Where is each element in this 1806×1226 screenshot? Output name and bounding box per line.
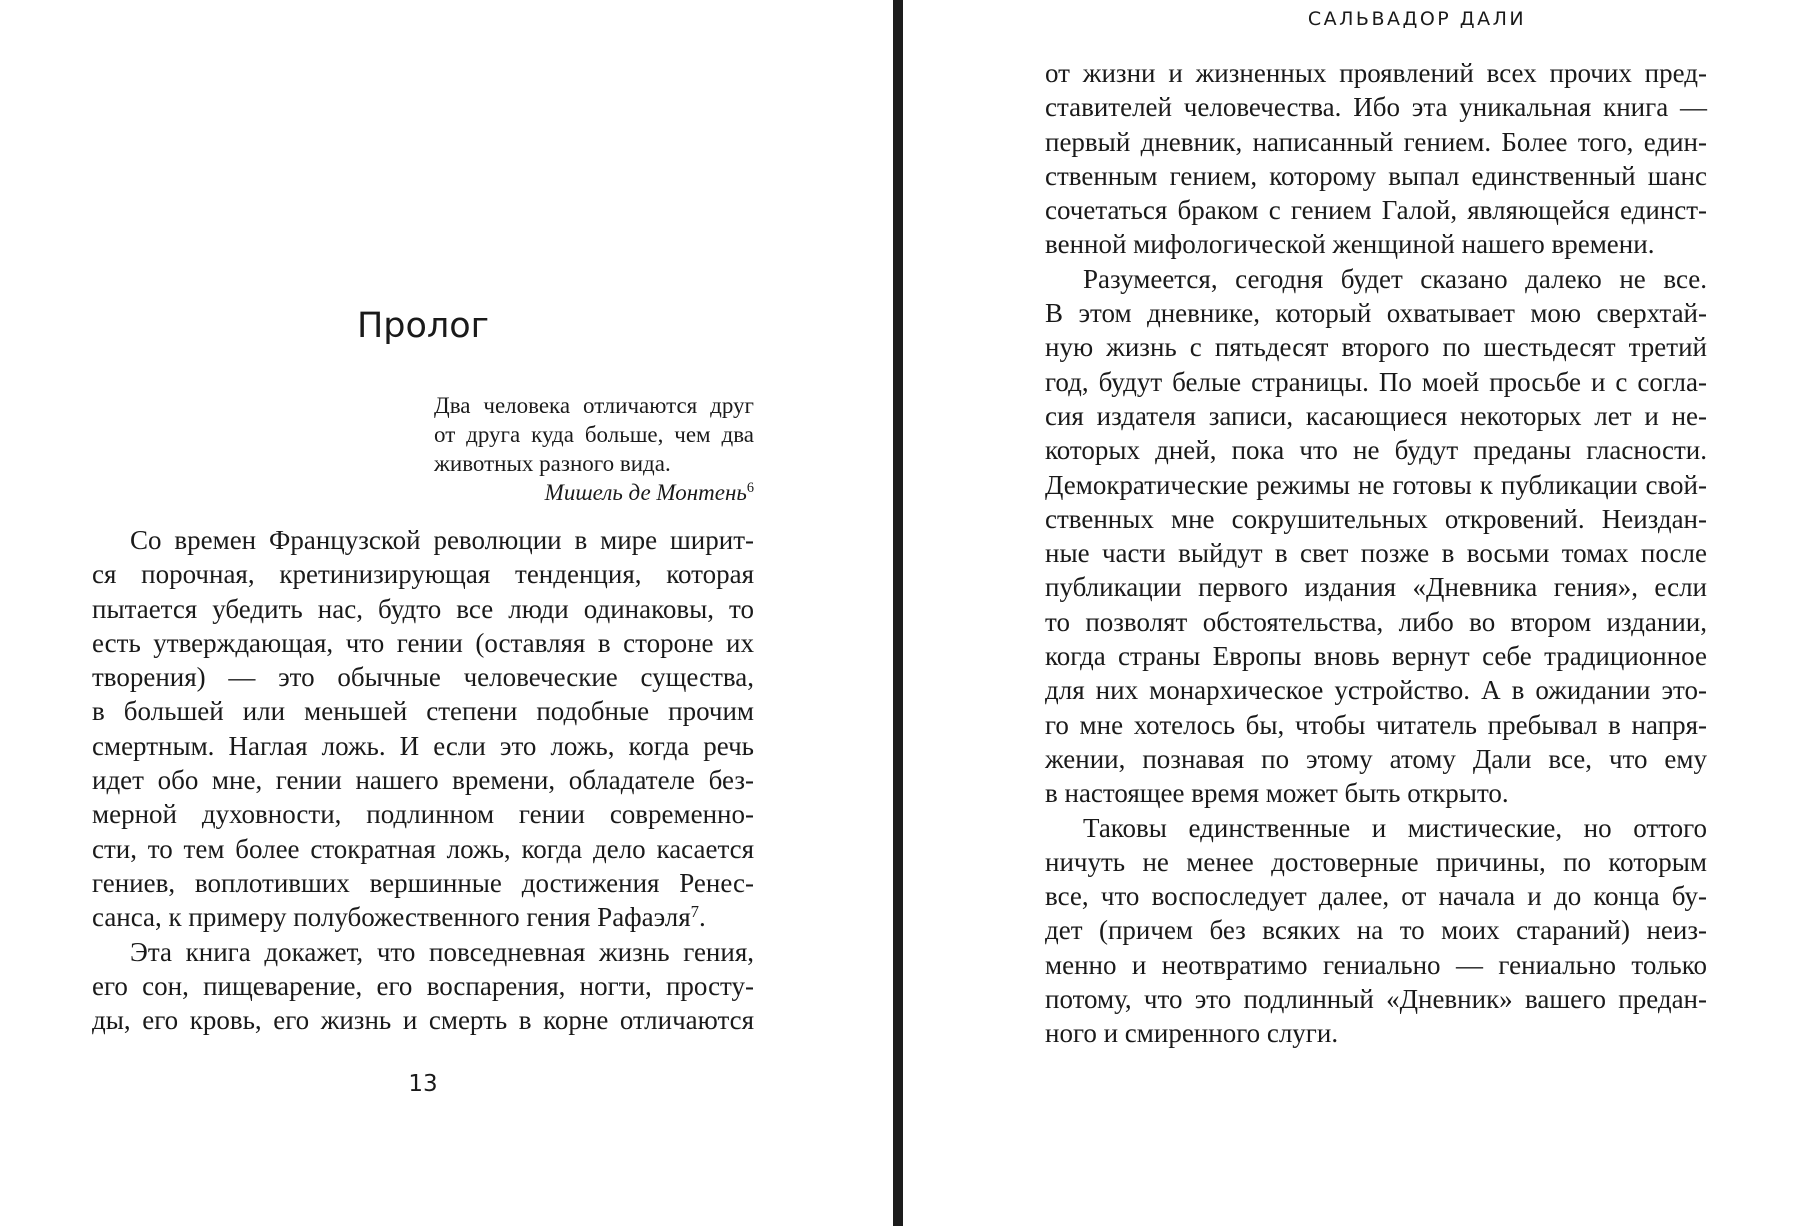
- text-line: когда страны Европы вновь вернут себе традиционное: [1045, 641, 1707, 672]
- text-line: то позволят обстоятельства, либо во втором издании,: [1045, 606, 1707, 637]
- text-line: [92, 900, 754, 934]
- text-line: в настоящее время может быть открыто.: [1045, 778, 1509, 809]
- text-line: ничуть не менее достоверные причины, по которым: [1045, 846, 1707, 877]
- text-line: ную жизнь с пятьдесят второго по шестьдесят третий: [1045, 332, 1707, 363]
- text-line: ственных мне сокрушительных откровений. Неиздан-: [1045, 503, 1707, 534]
- running-head: САЛЬВАДОР ДАЛИ: [1307, 8, 1527, 30]
- text-line: Разумеется, сегодня будет сказано далеко не все.: [1083, 263, 1707, 294]
- text-line: Со времен Французской революции в мире ширит-: [130, 525, 754, 555]
- text-line: потому, что это подлинный «Дневник» вашего предан-: [1045, 984, 1707, 1015]
- text-line-end: .: [699, 902, 706, 933]
- text-line: сочетаться браком с гением Галой, являющейся единст-: [1045, 195, 1707, 226]
- text-line: ды, его кровь, его жизнь и смерть в корне отличаются: [92, 1005, 754, 1036]
- epigraph-author-line: [434, 478, 754, 507]
- text-line: для них монархическое устройство. А в ожидании это-: [1045, 675, 1707, 706]
- text-line: в большей или меньшей степени подобные прочим: [92, 696, 754, 727]
- left-page-body: [92, 523, 754, 1037]
- right-page-body: [1045, 56, 1707, 1051]
- text-line: жении, познавая по этому атому Дали все, что ему: [1045, 743, 1707, 774]
- text-line: от жизни и жизненных проявлений всех прочих пред-: [1045, 58, 1707, 88]
- text-line: Эта книга докажет, что повседневная жизнь гения,: [130, 936, 754, 967]
- text-line: менно и неотвратимо гениально — гениально только: [1045, 949, 1707, 980]
- epigraph-author: Мишель де Монтень: [544, 480, 747, 505]
- text-line: Таковы единственные и мистические, но оттого: [1083, 812, 1707, 843]
- text-line: мерной духовности, подлинном гении современно-: [92, 799, 754, 830]
- left-page: [0, 0, 893, 1226]
- text-line: гениев, воплотивших вершинные достижения Ренес-: [92, 867, 754, 898]
- epigraph-line: Два человека отличаются друг: [434, 393, 754, 418]
- text-line: го мне хотелось бы, чтобы читатель пребывал в напря-: [1045, 709, 1707, 740]
- text-line: Демократические режимы не готовы к публикации свой-: [1045, 469, 1707, 500]
- text-line: дет (причем без всяких на то моих стараний) неиз-: [1045, 915, 1707, 946]
- text-line: идет обо мне, гении нашего времени, обладателе без-: [92, 765, 754, 796]
- epigraph-line: от друга куда больше, чем два: [434, 422, 754, 447]
- text-line: В этом дневнике, который охватывает мою сверхтай-: [1045, 298, 1707, 329]
- text-line: пытается убедить нас, будто все люди одинаковы, то: [92, 593, 754, 624]
- text-line: ственным гением, которому выпал единственный шанс: [1045, 160, 1707, 191]
- text-line: ставителей человечества. Ибо эта уникальная книга —: [1045, 92, 1707, 123]
- text-line: его сон, пищеварение, его воспарения, ногти, просту-: [92, 970, 754, 1001]
- text-line: ного и смиренного слуги.: [1045, 1018, 1339, 1049]
- text-line: венной мифологической женщиной нашего времени.: [1045, 229, 1655, 260]
- text-line: сти, то тем более стократная ложь, когда дело касается: [92, 833, 754, 864]
- chapter-title: Пролог: [356, 306, 490, 346]
- book-spine-divider: [893, 0, 903, 1226]
- footnote-marker: 6: [746, 480, 754, 497]
- epigraph: [434, 391, 754, 507]
- text-line-content: санса, к примеру полубожественного гения Рафаэля: [92, 902, 691, 933]
- text-line: смертным. Наглая ложь. И если это ложь, когда речь: [92, 730, 754, 761]
- text-line: ные части выйдут в свет позже в восьми томах после: [1045, 538, 1707, 569]
- text-line: сия издателя записи, касающиеся некоторых лет и не-: [1045, 400, 1707, 431]
- text-line: все, что воспоследует далее, от начала и до конца бу-: [1045, 881, 1707, 912]
- text-line: которых дней, пока что не будут преданы гласности.: [1045, 435, 1707, 466]
- text-line: творения) — это обычные человеческие существа,: [92, 662, 754, 693]
- epigraph-line: животных разного вида.: [434, 451, 671, 476]
- text-line: ся порочная, кретинизирующая тенденция, которая: [92, 559, 754, 590]
- footnote-marker: 7: [690, 902, 700, 922]
- text-line: есть утверждающая, что гении (оставляя в стороне их: [92, 627, 754, 658]
- page-number: 13: [408, 1071, 438, 1097]
- text-line: публикации первого издания «Дневника гения», если: [1045, 572, 1707, 603]
- text-line: год, будут белые страницы. По моей просьбе и с согла-: [1045, 366, 1707, 397]
- text-line: первый дневник, написанный гением. Более того, един-: [1045, 126, 1707, 157]
